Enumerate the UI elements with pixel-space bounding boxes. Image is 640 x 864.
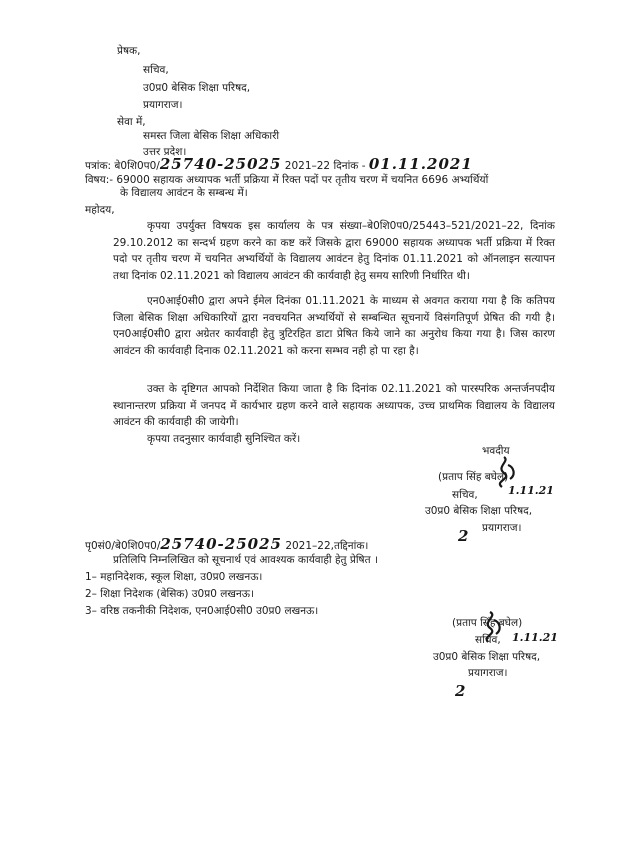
signatory-city-2: प्रयागराज।	[468, 667, 508, 679]
signatory-city-1: प्रयागराज।	[482, 522, 522, 534]
subject-text-1: 69000 सहायक अध्यापक भर्ती प्रक्रिया में रिक्त पदों पर तृतीय चरण में चयनित 6696 अभ्यर्थियों	[116, 174, 489, 186]
body-paragraph-1: कृपया उपर्युक्त विषयक इस कार्यालय के पत्र संख्या–बे0शि0प0/25443–521/2021–22, दिनांक 29.10.2012 का सन्दर्भ ग्रहण करने का कष्ट करें जिसके द्वारा 69000 सहायक अध्यापक भर्ती प्रक्रिया में रिक्त पदो पर तृतीय चरण में चयनित अभ्यर्थियों के विद्यालय आवंटन हेतु दिनांक 01.11.2021 को ऑनलाइन सत्यापन तथा दिनांक 02.11.2021 को विद्यालय आवंटन की कार्यवाही हेतु समय सारिणी निर्धारित थी।	[113, 220, 555, 282]
subject-label: विषय:-	[85, 174, 114, 186]
closing: भवदीय	[482, 445, 510, 457]
endorsement-item-1: 1– महानिदेशक, स्कूल शिक्षा, उ0प्र0 लखनऊ।	[85, 571, 263, 583]
signatory-initials-1: 2	[458, 527, 470, 545]
to-label: सेवा में,	[117, 116, 146, 128]
endorsement-prefix: पृ0सं0/बे0शि0प0/	[85, 540, 161, 552]
signature-date-2: 1.11.21	[512, 631, 558, 644]
endorsement-intro: प्रतिलिपि निम्नलिखित को सूचनार्थ एवं आवश्यक कार्यवाही हेतु प्रेषित ।	[113, 554, 378, 566]
sender-label: प्रेषक,	[117, 45, 141, 57]
sender-line-2: उ0प्र0 बेसिक शिक्षा परिषद,	[143, 82, 251, 94]
salutation: महोदय,	[85, 204, 115, 216]
signatory-name-2: (प्रताप सिंह बघेल)	[452, 617, 523, 629]
letter-number	[85, 157, 473, 173]
signatory-office-1: उ0प्र0 बेसिक शिक्षा परिषद,	[425, 505, 533, 517]
letter-number-handwritten: 25740-25025	[159, 155, 282, 173]
sender-line-3: प्रयागराज।	[143, 99, 183, 111]
signatory-name-1: (प्रताप सिंह बघेल)	[438, 471, 509, 483]
body-paragraph-3: उक्त के दृष्टिगत आपको निर्देशित किया जाता है कि दिनांक 02.11.2021 को पारस्परिक अन्तर्जनपदीय स्थानान्तरण प्रक्रिया में जनपद में कार्यभार ग्रहण करने वाले सहायक अध्यापक, उच्च प्राथमिक विद्यालय के विद्यालय आवंटन की कार्यवाही की जायेगी।	[113, 383, 555, 428]
letter-date-handwritten: 01.11.2021	[368, 155, 473, 173]
sender-line-1: सचिव,	[143, 64, 169, 76]
signatory-designation-2: सचिव,	[475, 634, 501, 646]
body-paragraph-2: एन0आई0सी0 द्वारा अपने ईमेल दिनंका 01.11.2021 के माध्यम से अवगत कराया गया है कि कतिपय जिला बेसिक शिक्षा अधिकारियों द्वारा नवचयनित अभ्यर्थियों से सम्बन्धित सूचनायें विसंगतिपूर्ण प्रेषित की गयी है। एन0आई0सी0 द्वारा अग्रेतर कार्यवाही हेतु त्रुटिरहित डाटा प्रेषित किये जाने का अनुरोध किया गया है। जिस कारण आवंटन की कार्यवाही दिनाक 02.11.2021 को करना सम्भव नही हो पा रहा है।	[113, 295, 555, 357]
subject-line-1	[85, 173, 488, 187]
recipient-line-2: उत्तर प्रदेश।	[143, 146, 187, 158]
signature-date-1: 1.11.21	[508, 484, 554, 497]
body-paragraph-4: कृपया तदनुसार कार्यवाही सुनिश्चित करें।	[147, 433, 301, 445]
signatory-designation-1: सचिव,	[452, 489, 478, 501]
endorsement-number	[85, 537, 368, 553]
letter-number-prefix: पत्रांक: बे0शि0प0/	[85, 160, 160, 172]
endorsement-item-2: 2– शिक्षा निदेशक (बेसिक) उ0प्र0 लखनऊ।	[85, 588, 254, 600]
endorsement-item-3: 3– वरिष्ठ तकनीकी निदेशक, एन0आई0सी0 उ0प्र0 लखनऊ।	[85, 605, 319, 617]
endorsement-year: 2021–22,तद्दिनांक।	[285, 540, 369, 552]
subject-line-2: के विद्यालय आवंटन के सम्बन्ध में।	[120, 187, 248, 199]
signatory-initials-2: 2	[455, 682, 467, 700]
endorsement-number-handwritten: 25740-25025	[160, 535, 282, 553]
recipient-line-1: समस्त जिला बेसिक शिक्षा अधिकारी	[143, 130, 280, 142]
letter-number-year: 2021–22 दिनांक -	[284, 160, 366, 172]
signatory-office-2: उ0प्र0 बेसिक शिक्षा परिषद,	[433, 651, 541, 663]
